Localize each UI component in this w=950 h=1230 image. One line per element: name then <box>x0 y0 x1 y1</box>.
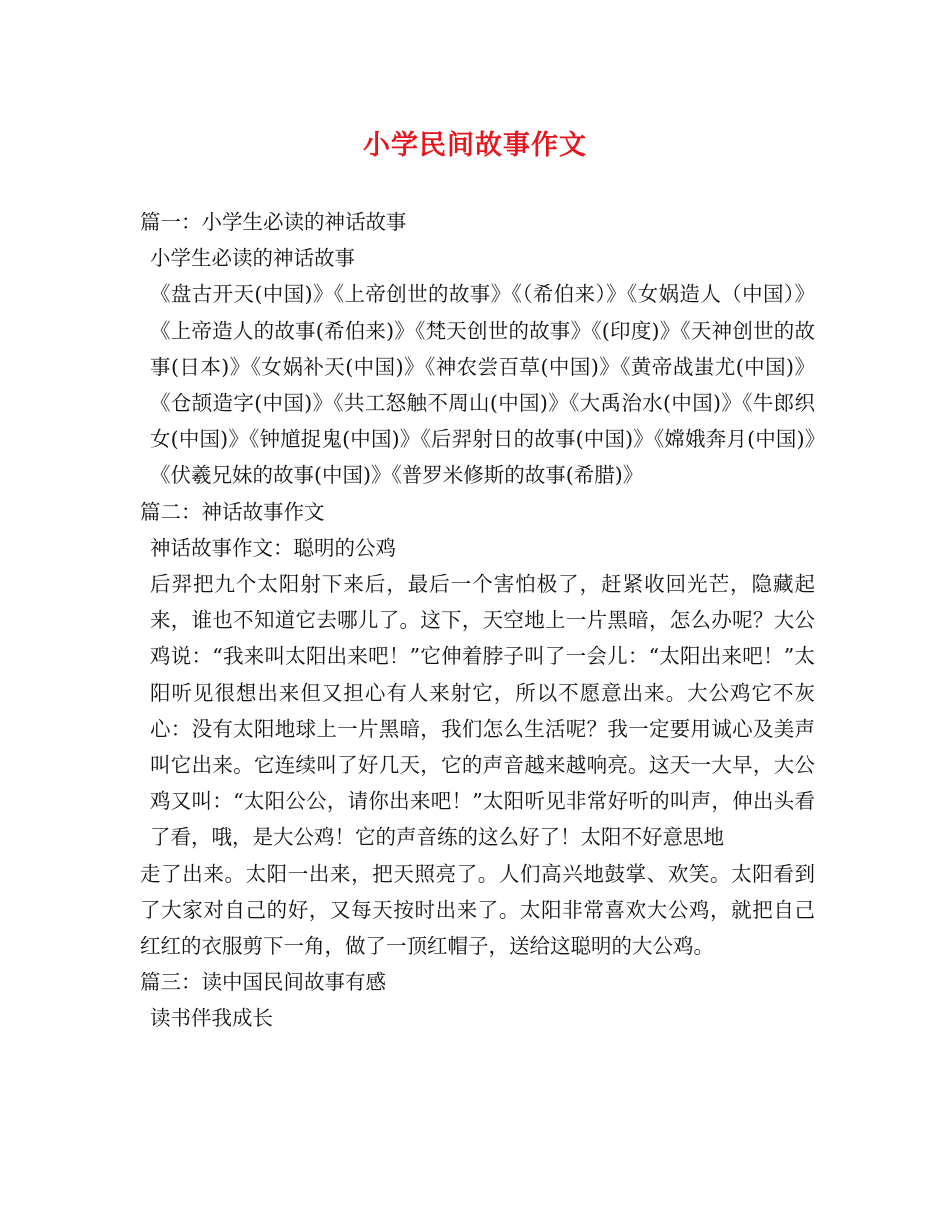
section-1-heading: 篇一：小学生必读的神话故事 <box>140 210 407 234</box>
section-2-paragraph-1: 后羿把九个太阳射下来后，最后一个害怕极了，赶紧收回光芒，隐藏起来，谁也不知道它去哪儿了。这下，天空地上一片黑暗，怎么办呢？大公鸡说：“我来叫太阳出来吧！”它伸着脖子叫了一会儿：“太阳出来吧！”太阳听见很想出来但又担心有人来射它，所以不愿意出来。大公鸡它不灰心：没有太阳地球上一片黑暗，我们怎么生活呢？我一定要用诚心及美声叫它出来。它连续叫了好几天，它的声音越来越响亮。这天一大早，大公鸡又叫：“太阳公公，请你出来吧！”太阳听见非常好听的叫声，伸出头看了看，哦，是大公鸡！它的声音练的这么好了！太阳不好意思地 <box>150 572 815 850</box>
section-2-paragraph-2: 走了出来。太阳一出来，把天照亮了。人们高兴地鼓掌、欢笑。太阳看到了大家对自己的好，又每天按时出来了。太阳非常喜欢大公鸡，就把自己红红的衣服剪下一角，做了一顶红帽子，送给这聪明的大公鸡。 <box>140 861 815 959</box>
document-body <box>140 204 815 1037</box>
section-1-story-list: 《盘古开天(中国)》《上帝创世的故事》《（希伯来）》《女娲造人（中国）》《上帝造人的故事(希伯来)》《梵天创世的故事》《(印度)》《天神创世的故事(日本)》《女娲补天(中国)》《神农尝百草(中国)》《黄帝战蚩尤(中国)》《仓颉造字(中国)》《共工怒触不周山(中国)》《大禹治水(中国)》《牛郎织女(中国)》《钟馗捉鬼(中国)》《后羿射日的故事(中国)》《嫦娥奔月(中国)》《伏羲兄妹的故事(中国)》《普罗米修斯的故事(希腊)》 <box>150 282 815 488</box>
document-title: 小学民间故事作文 <box>363 130 587 161</box>
section-2-heading: 篇二：神话故事作文 <box>140 499 325 524</box>
section-3-heading: 篇三：读中国民间故事有感 <box>140 970 386 995</box>
section-3-subtitle: 读书伴我成长 <box>150 1006 273 1031</box>
section-1-subtitle: 小学生必读的神话故事 <box>150 246 355 271</box>
section-2-subtitle: 神话故事作文：聪明的公鸡 <box>150 535 396 560</box>
